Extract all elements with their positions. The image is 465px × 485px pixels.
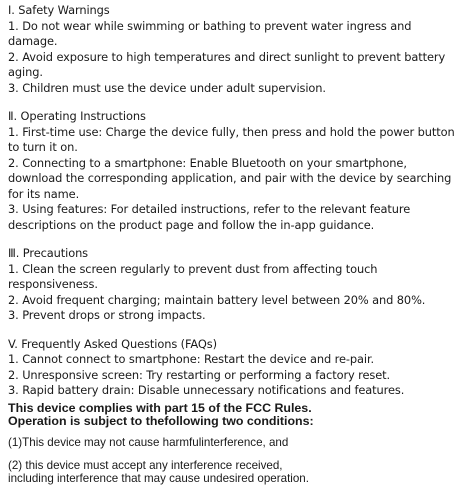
list-item: 3. Rapid battery drain: Disable unnecessary notifications and features. bbox=[8, 383, 460, 399]
list-item: 2. Avoid exposure to high temperatures and direct sunlight to prevent battery aging. bbox=[8, 50, 460, 81]
section-heading: Ⅱ. Operating Instructions bbox=[8, 109, 460, 125]
list-item: 3. Prevent drops or strong impacts. bbox=[8, 308, 460, 324]
list-item: 2. Unresponsive screen: Try restarting or performing a factory reset. bbox=[8, 368, 460, 384]
list-item: 1. Cannot connect to smartphone: Restart the device and re-pair. bbox=[8, 352, 460, 368]
fcc-condition-2: (2) this device must accept any interference received, bbox=[8, 460, 460, 473]
fcc-compliance-line: This device complies with part 15 of the FCC Rules. bbox=[8, 402, 460, 416]
section-operating-instructions bbox=[8, 109, 460, 233]
list-item: 3. Children must use the device under adult supervision. bbox=[8, 81, 460, 97]
list-item: 2. Avoid frequent charging; maintain battery level between 20% and 80%. bbox=[8, 293, 460, 309]
section-heading: Ⅰ. Safety Warnings bbox=[8, 3, 460, 19]
section-spacer bbox=[8, 96, 460, 109]
section-heading: Ⅲ. Precautions bbox=[8, 246, 460, 262]
list-item: 1. Do not wear while swimming or bathing to prevent water ingress and damage. bbox=[8, 19, 460, 50]
list-item: 1. Clean the screen regularly to prevent dust from affecting touch responsiveness. bbox=[8, 262, 460, 293]
section-safety-warnings bbox=[8, 3, 460, 96]
manual-page bbox=[8, 3, 460, 485]
section-faqs bbox=[8, 337, 460, 399]
fcc-condition-1: (1)This device may not cause harmfulinterference, and bbox=[8, 437, 460, 450]
section-heading: V. Frequently Asked Questions (FAQs) bbox=[8, 337, 460, 353]
fcc-conditions-line: Operation is subject to thefollowing two conditions: bbox=[8, 415, 460, 429]
section-precautions bbox=[8, 246, 460, 324]
list-item: 3. Using features: For detailed instructions, refer to the relevant feature descriptions on the product page and follow the in-app guidance. bbox=[8, 202, 460, 233]
list-item: 1. First-time use: Charge the device fully, then press and hold the power button to turn it on. bbox=[8, 125, 460, 156]
fcc-condition-2-continued: including interference that may cause undesired operation. bbox=[8, 473, 460, 485]
section-spacer bbox=[8, 324, 460, 337]
section-spacer bbox=[8, 233, 460, 246]
list-item: 2. Connecting to a smartphone: Enable Bluetooth on your smartphone, download the corresponding application, and pair with the device by searching for its name. bbox=[8, 156, 460, 203]
fcc-statement bbox=[8, 402, 460, 485]
